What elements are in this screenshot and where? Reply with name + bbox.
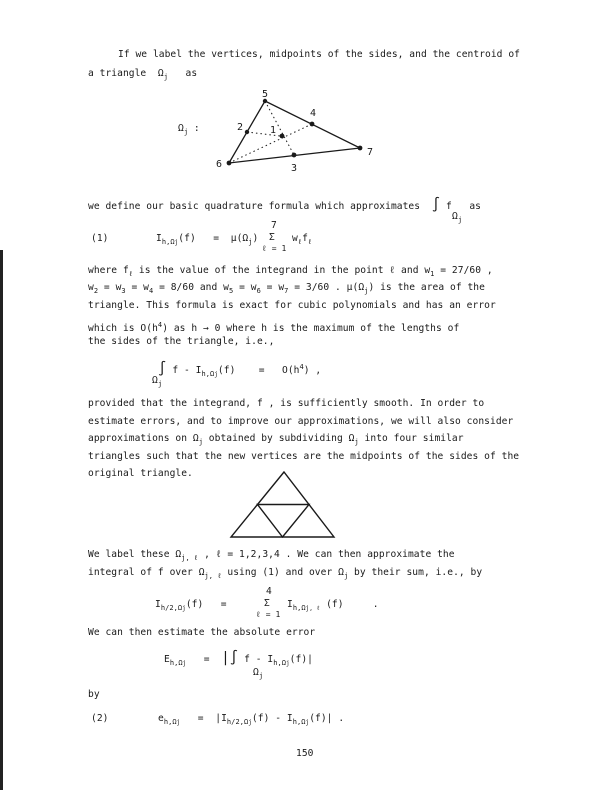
eq-sum-sign: Σ [264, 598, 270, 609]
label-4: 4 [310, 108, 317, 119]
figure1-omega-label: $\Omega_j$ : [178, 123, 200, 136]
para3-line3: triangle. This formula is exact for cubic polynomials and has an error [88, 300, 496, 311]
label-1: 1 [270, 125, 277, 136]
eq1-sum-sign: Σ [269, 232, 275, 243]
label-2: 2 [237, 122, 244, 133]
para4-line4: triangles such that the new vertices are the midpoints of the sides of the [88, 451, 520, 462]
label-7: 7 [367, 147, 374, 158]
label-3: 3 [291, 163, 298, 174]
eq-sum-term: $I_{h,\Omega j, \ell}$ (f) . [287, 599, 379, 612]
inner-triangle [258, 505, 310, 538]
eq-E-domain: $\Omega_j$ [253, 667, 264, 680]
eq1-term: $w_\ell f_\ell$ [292, 233, 313, 246]
para3-line4: which is $O(h^4)$ as h → 0 where h is the maximum of the lengths of [88, 321, 460, 334]
para6-line1: We can then estimate the absolute error [88, 627, 316, 638]
page-number: 150 [296, 748, 314, 759]
eq-err-main: ∫ f - $I_{h,\Omega j}(f)$ = $O(h^4)$ , [158, 361, 322, 378]
para3-line5: the sides of the triangle, i.e., [88, 336, 275, 347]
eq-sum-top: 4 [266, 586, 272, 597]
eq-err-domain: $\Omega_j$ [152, 375, 163, 388]
eq1-tag: (1) [91, 233, 109, 244]
eq1-sum-bottom: ℓ = 1 [262, 244, 287, 253]
eq2-tag: (2) [91, 713, 109, 724]
para2-line: we define our basic quadrature formula which approximates ∫ f as [88, 197, 482, 213]
para7-line1: by [88, 689, 100, 700]
para4-line1: provided that the integrand, f , is sufficiently smooth. In order to [88, 398, 485, 409]
para5-line1: We label these $\Omega_{j, \ell}$ , ℓ = 1,2,3,4 . We can then approximate the [88, 549, 455, 562]
para4-line3: approximations on $\Omega_j$ obtained by subdividing $\Omega_j$ into four similar [88, 433, 464, 446]
eq-sum-bottom: ℓ = 1 [256, 610, 281, 619]
para4-line2: estimate errors, and to improve our approximations, we will also consider [88, 416, 514, 427]
label-5: 5 [262, 89, 269, 100]
para2-integral-domain: $\Omega_j$ [452, 211, 463, 224]
eq1-lhs: $I_{h,\Omega j}(f)$ = $\mu(\Omega_j)$ [156, 233, 259, 246]
eq-sum-lhs: $I_{h/2,\Omega j}(f)$ = [155, 599, 227, 612]
label-6: 6 [216, 159, 223, 170]
para1-line2: a triangle $\Omega_j$ as [88, 68, 198, 81]
eq-E-main: $E_{h,\Omega j}$ = |∫ f - $I_{h,\Omega j}(f)|$ [164, 650, 313, 667]
para4-line5: original triangle. [88, 468, 193, 479]
para3-line1: where $f_\ell$ is the value of the integrand in the point ℓ and $w_1 = 27/60$ , [88, 265, 493, 278]
eq2-body: $e_{h,\Omega j}$ = $|I_{h/2,\Omega j}(f) - I_{h,\Omega j}(f)|$ . [158, 713, 345, 726]
para3-line2: $w_2 = w_3 = w_4 = 8/60$ and $w_5 = w_6 = w_7 = 3/60$ . $\mu(\Omega_j)$ is the area of the [88, 282, 485, 295]
para1-line1: If we label the vertices, midpoints of the sides, and the centroid of [118, 49, 520, 60]
para5-line2: integral of f over $\Omega_{j, \ell}$ using (1) and over $\Omega_j$ by their sum, i.e., by [88, 567, 483, 580]
eq1-sum-top: 7 [271, 220, 277, 231]
